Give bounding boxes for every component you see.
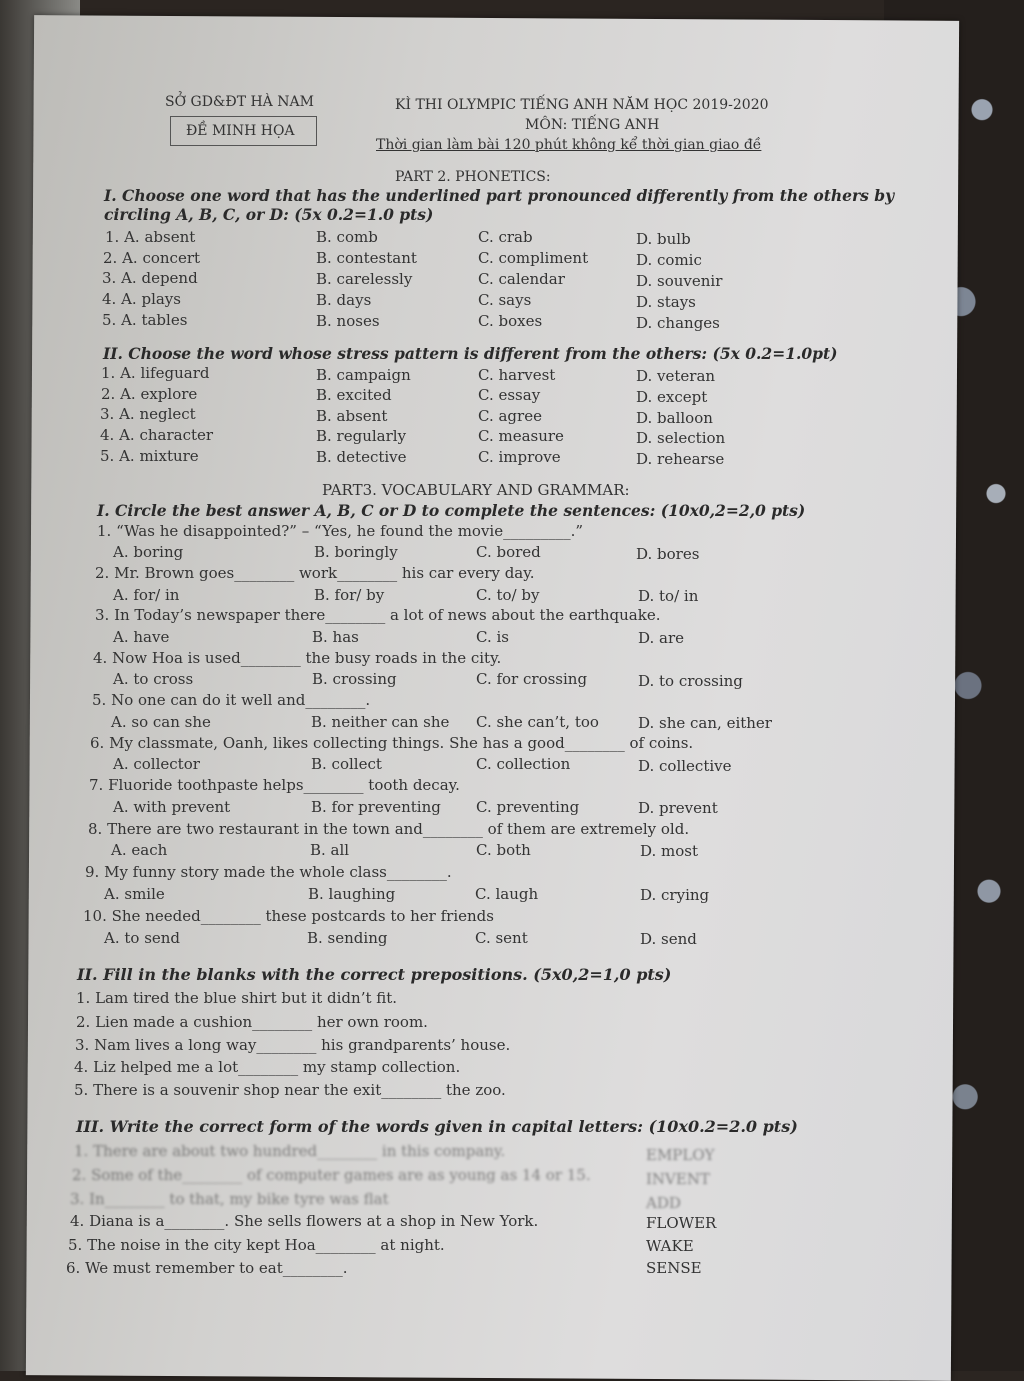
option-d: D. except: [636, 388, 708, 406]
option-b: B. neither can she: [311, 713, 450, 731]
question: 5. No one can do it well and________.: [92, 691, 371, 709]
option-b: B. laughing: [308, 885, 396, 903]
list-item: 4. A. plays: [102, 290, 181, 308]
option-d: D. bulb: [636, 230, 691, 248]
option-c: C. says: [478, 291, 532, 309]
option-c: C. harvest: [478, 366, 556, 384]
question: 6. My classmate, Oanh, likes collecting things. She has a good________ of coins.: [90, 734, 694, 752]
option-b: B. has: [312, 628, 359, 646]
list-item: 4. Liz helped me a lot________ my stamp collection.: [74, 1058, 461, 1076]
option-d: D. prevent: [638, 799, 718, 817]
option-a: A. boring: [113, 543, 184, 561]
option-d: D. most: [640, 842, 699, 860]
part3-title: PART3. VOCABULARY AND GRAMMAR:: [322, 481, 630, 499]
option-d: D. selection: [636, 429, 726, 447]
option-b: B. crossing: [312, 670, 397, 688]
list-item: 5. A. mixture: [100, 447, 199, 465]
option-c: C. agree: [478, 407, 542, 425]
option-c: C. crab: [478, 228, 533, 246]
option-a: A. have: [113, 628, 170, 646]
option-a: A. with prevent: [113, 798, 231, 816]
option-c: C. both: [476, 841, 531, 859]
option-b: B. noses: [316, 312, 380, 330]
list-item: 5. A. tables: [102, 311, 188, 329]
exam-title: KÌ THI OLYMPIC TIẾNG ANH NĂM HỌC 2019-2020: [395, 97, 769, 113]
option-d: D. rehearse: [636, 450, 725, 468]
question: 8. There are two restaurant in the town and________ of them are extremely old.: [88, 820, 690, 838]
dept-name: SỞ GD&ĐT HÀ NAM: [165, 94, 314, 110]
option-c: C. laugh: [475, 885, 539, 903]
list-item: 6. We must remember to eat________.: [66, 1259, 348, 1277]
option-d: D. veteran: [636, 367, 716, 385]
part3-s3-title: III. Write the correct form of the words given in capital letters: (10x0.2=2.0 pts): [76, 1117, 798, 1136]
list-item: 3. In________ to that, my bike tyre was flat: [70, 1190, 389, 1208]
option-c: C. preventing: [476, 798, 580, 816]
capital-word: INVENT: [646, 1170, 710, 1188]
option-b: B. absent: [316, 407, 388, 425]
option-b: B. campaign: [316, 366, 411, 384]
option-c: C. improve: [478, 448, 561, 466]
subject: MÔN: TIẾNG ANH: [525, 117, 660, 133]
question: 7. Fluoride toothpaste helps________ tooth decay.: [89, 776, 460, 794]
option-b: B. for preventing: [311, 798, 441, 816]
list-item: 3. Nam lives a long way________ his grandparents’ house.: [75, 1036, 511, 1054]
option-d: D. crying: [640, 886, 710, 904]
option-b: B. sending: [307, 929, 388, 947]
part2-s1-title-1: I. Choose one word that has the underlined part pronounced differently from the others by: [104, 186, 895, 205]
sample-badge-label: ĐỀ MINH HỌA: [186, 123, 295, 139]
option-b: B. comb: [316, 228, 378, 246]
list-item: 3. A. neglect: [100, 405, 196, 423]
part3-s1-title: I. Circle the best answer A, B, C or D to complete the sentences: (10x0,2=2,0 pts): [97, 501, 806, 520]
capital-word: SENSE: [646, 1259, 702, 1277]
option-d: D. to crossing: [638, 672, 743, 690]
option-d: D. she can, either: [638, 714, 772, 732]
question: 2. Mr. Brown goes________ work________ his car every day.: [95, 564, 535, 582]
option-b: B. collect: [311, 755, 382, 773]
option-c: C. for crossing: [476, 670, 588, 688]
option-b: B. excited: [316, 386, 392, 404]
question: 10. She needed________ these postcards to her friends: [83, 907, 494, 925]
option-d: D. send: [640, 930, 697, 948]
option-b: B. carelessly: [316, 270, 413, 288]
option-d: D. balloon: [636, 409, 713, 427]
list-item: 5. There is a souvenir shop near the exit________ the zoo.: [74, 1081, 506, 1099]
list-item: 1. A. absent: [105, 228, 196, 246]
part2-s1-title-2: circling A, B, C, or D: (5x 0.2=1.0 pts): [104, 205, 434, 224]
part2-s2-title: II. Choose the word whose stress pattern is different from the others: (5x 0.2=1.0pt): [103, 344, 838, 363]
list-item: 5. The noise in the city kept Hoa________ at night.: [68, 1236, 445, 1254]
list-item: 4. Diana is a________. She sells flowers at a shop in New York.: [70, 1212, 539, 1230]
part3-s2-title: II. Fill in the blanks with the correct prepositions. (5x0,2=1,0 pts): [77, 965, 672, 984]
option-d: D. to/ in: [638, 587, 699, 605]
option-c: C. boxes: [478, 312, 543, 330]
option-a: A. collector: [113, 755, 200, 773]
part2-title: PART 2. PHONETICS:: [395, 169, 551, 185]
option-c: C. essay: [478, 386, 541, 404]
option-a: A. each: [111, 841, 168, 859]
question: 1. “Was he disappointed?” – “Yes, he found the movie_________.”: [97, 522, 584, 540]
option-a: A. so can she: [111, 713, 211, 731]
option-d: D. are: [638, 629, 685, 647]
list-item: 2. Some of the________ of computer games are as young as 14 or 15.: [72, 1166, 591, 1184]
option-a: A. for/ in: [113, 586, 180, 604]
list-item: 4. A. character: [100, 426, 214, 444]
option-d: D. comic: [636, 251, 702, 269]
capital-word: EMPLOY: [646, 1146, 715, 1164]
option-c: C. to/ by: [476, 586, 540, 604]
list-item: 1. There are about two hundred________ in this company.: [74, 1142, 506, 1160]
option-d: D. souvenir: [636, 272, 723, 290]
capital-word: FLOWER: [646, 1214, 717, 1232]
question: 4. Now Hoa is used________ the busy roads in the city.: [93, 649, 502, 667]
option-b: B. regularly: [316, 427, 407, 445]
capital-word: ADD: [646, 1194, 681, 1212]
list-item: 2. A. concert: [103, 249, 201, 267]
option-b: B. detective: [316, 448, 407, 466]
option-c: C. bored: [476, 543, 541, 561]
option-b: B. contestant: [316, 249, 417, 267]
list-item: 1. A. lifeguard: [101, 364, 210, 382]
list-item: 2. Lien made a cushion________ her own room.: [76, 1013, 428, 1031]
option-b: B. for/ by: [314, 586, 385, 604]
option-c: C. compliment: [478, 249, 589, 267]
option-c: C. she can’t, too: [476, 713, 599, 731]
option-a: A. to send: [104, 929, 181, 947]
option-b: B. days: [316, 291, 372, 309]
option-c: C. is: [476, 628, 509, 646]
option-d: D. collective: [638, 757, 732, 775]
option-c: C. measure: [478, 427, 564, 445]
option-a: A. smile: [104, 885, 165, 903]
option-c: C. collection: [476, 755, 571, 773]
option-c: C. sent: [475, 929, 528, 947]
list-item: 2. A. explore: [101, 385, 198, 403]
option-d: D. stays: [636, 293, 696, 311]
option-a: A. to cross: [113, 670, 194, 688]
list-item: 3. A. depend: [102, 269, 198, 287]
option-c: C. calendar: [478, 270, 565, 288]
option-b: B. all: [310, 841, 350, 859]
time-note: Thời gian làm bài 120 phút không kể thời gian giao đề: [376, 137, 762, 153]
question: 3. In Today’s newspaper there________ a lot of news about the earthquake.: [95, 606, 661, 624]
question: 9. My funny story made the whole class________.: [85, 863, 452, 881]
option-d: D. bores: [636, 545, 700, 563]
list-item: 1. Lam tired the blue shirt but it didn’t fit.: [76, 989, 398, 1007]
option-b: B. boringly: [314, 543, 398, 561]
capital-word: WAKE: [646, 1237, 694, 1255]
option-d: D. changes: [636, 314, 720, 332]
